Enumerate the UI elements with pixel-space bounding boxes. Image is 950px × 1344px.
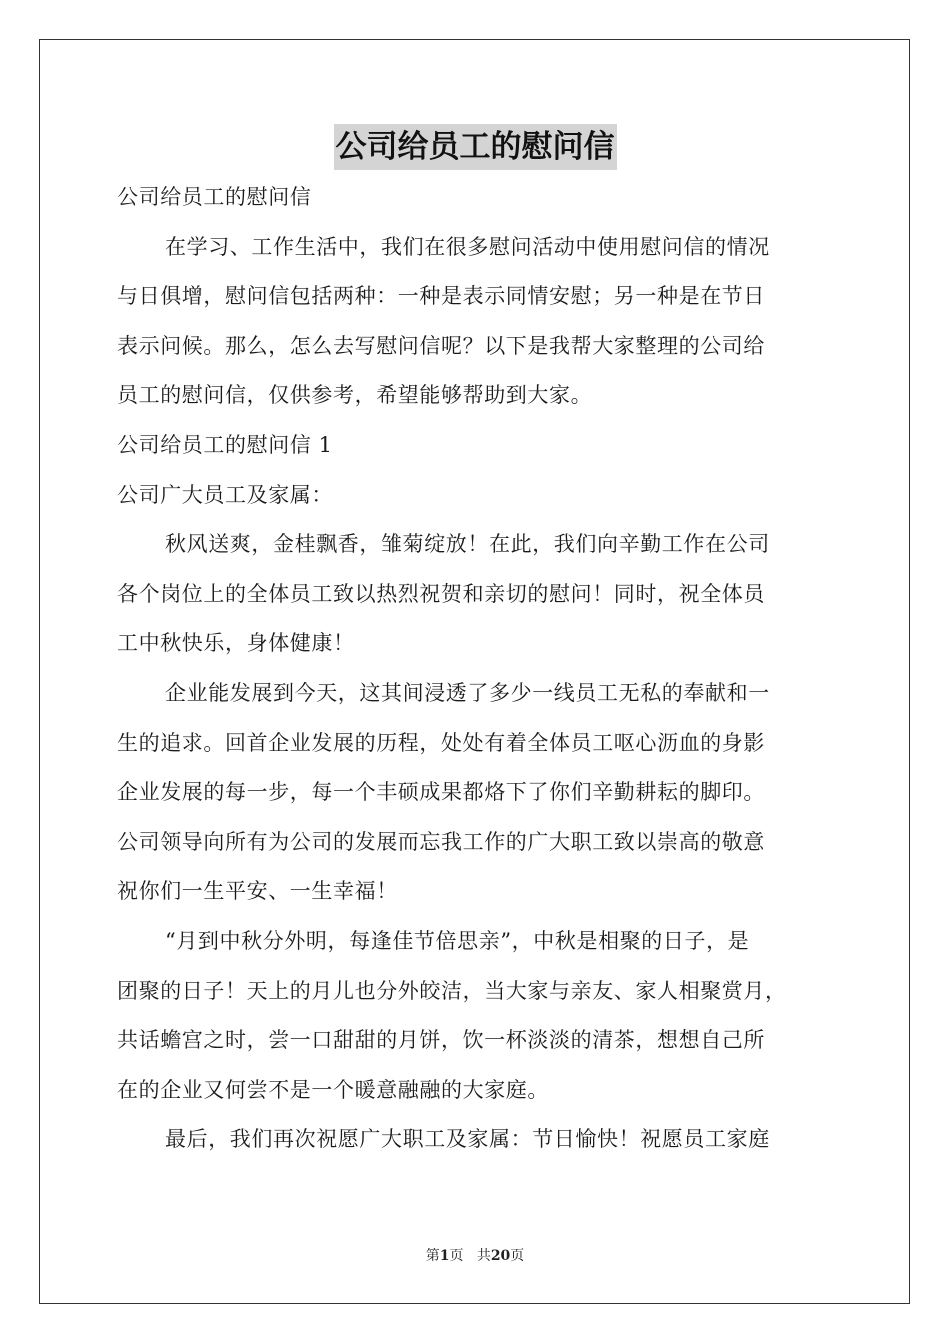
total-pages: 20 xyxy=(490,1248,511,1264)
page-suffix: 页 xyxy=(449,1248,464,1264)
body-line: 各个岗位上的全体员工致以热烈祝贺和亲切的慰问！同时，祝全体员 xyxy=(117,581,765,606)
title-container xyxy=(0,124,950,170)
total-suffix: 页 xyxy=(510,1248,525,1264)
body-line: “月到中秋分外明，每逢佳节倍思亲”，中秋是相聚的日子，是 xyxy=(165,928,750,953)
body-line: 企业能发展到今天，这其间浸透了多少一线员工无私的奉献和一 xyxy=(165,680,770,705)
section-heading: 公司给员工的慰问信 1 xyxy=(117,432,333,457)
body-line: 工中秋快乐，身体健康！ xyxy=(117,631,355,656)
body-line: 表示问候。那么，怎么去写慰问信呢？以下是我帮大家整理的公司给 xyxy=(117,333,765,358)
body-line: 最后，我们再次祝愿广大职工及家属：节日愉快！祝愿员工家庭 xyxy=(165,1127,770,1152)
body-line: 在学习、工作生活中，我们在很多慰问活动中使用慰问信的情况 xyxy=(165,234,770,259)
page-number: 1 xyxy=(439,1248,450,1264)
salutation: 公司广大员工及家属： xyxy=(117,482,333,507)
body-line: 公司给员工的慰问信 xyxy=(117,185,312,209)
body-line: 团聚的日子！天上的月儿也分外皎洁，当大家与亲友、家人相聚赏月， xyxy=(117,978,787,1003)
body-line: 祝你们一生平安、一生幸福！ xyxy=(117,879,398,904)
body-line: 生的追求。回首企业发展的历程，处处有着全体员工呕心沥血的身影 xyxy=(117,730,765,755)
body-line: 公司领导向所有为公司的发展而忘我工作的广大职工致以崇高的敬意 xyxy=(117,829,765,854)
body-line: 员工的慰问信，仅供参考，希望能够帮助到大家。 xyxy=(117,383,593,408)
body-line: 在的企业又何尝不是一个暖意融融的大家庭。 xyxy=(117,1077,549,1102)
page-prefix: 第 xyxy=(425,1248,440,1264)
body-line: 与日俱增，慰问信包括两种：一种是表示同情安慰；另一种是在节日 xyxy=(117,284,765,309)
document-title: 公司给员工的慰问信 xyxy=(334,124,617,170)
document-body xyxy=(117,173,835,1165)
body-line: 共话蟾宫之时，尝一口甜甜的月饼，饮一杯淡淡的清茶，想想自己所 xyxy=(117,1028,765,1053)
body-line: 秋风送爽，金桂飘香，雏菊绽放！在此，我们向辛勤工作在公司 xyxy=(165,532,770,557)
body-line: 企业发展的每一步，每一个丰硕成果都烙下了你们辛勤耕耘的脚印。 xyxy=(117,780,765,805)
page-footer xyxy=(0,1246,950,1266)
total-prefix: 共 xyxy=(476,1248,491,1264)
